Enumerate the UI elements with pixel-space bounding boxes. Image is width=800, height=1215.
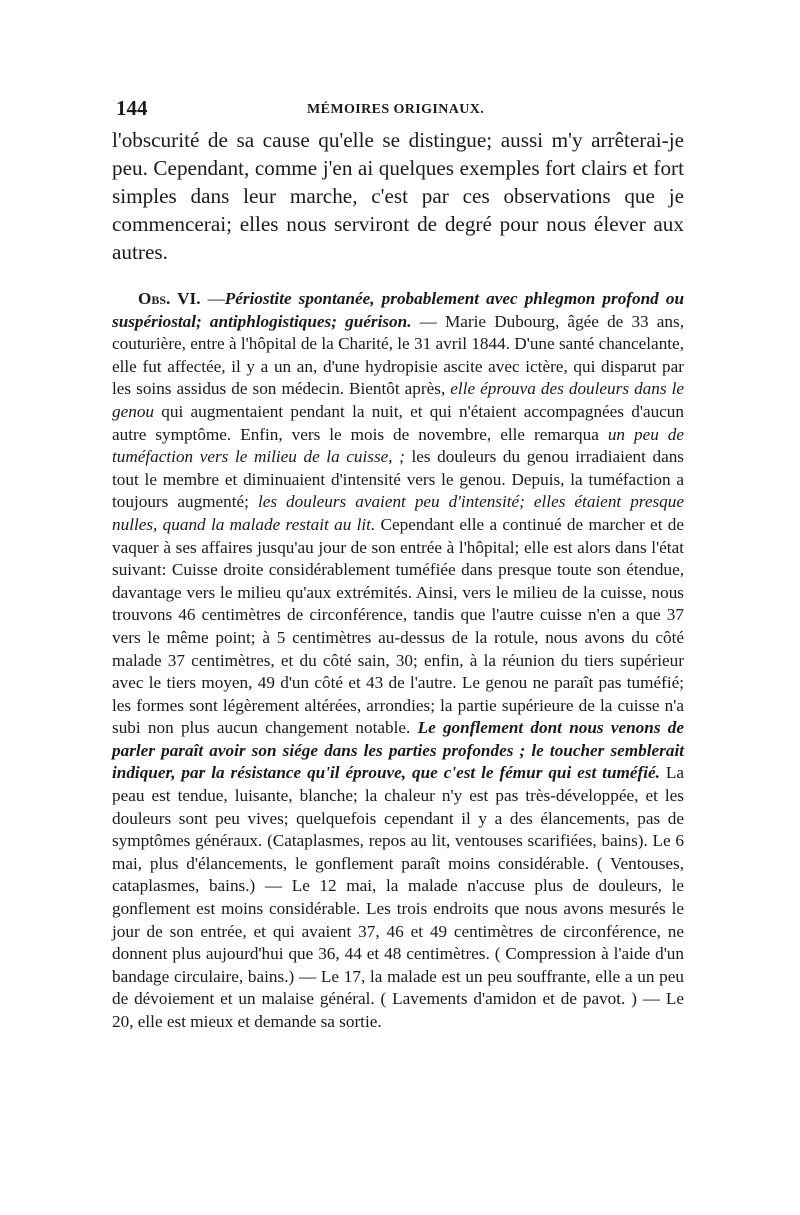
observation-text-1: — Marie Dubourg, âgée de 33 ans, couturière, entre à l'hôpital de la Charité, le 31 avril 1844. D'une santé chancelante, elle fut affectée, il y a un an, d'une hydropisie ascite avec ictère, qui disparut par les soins assidus de son médecin. Bientôt après, [112,311,684,399]
running-title: MÉMOIRES ORIGINAUX. [307,102,485,117]
observation-emphasis-1: elle éprouva des douleurs dans le genou [112,379,684,421]
observation-text-5: La peau est tendue, luisante, blanche; la chaleur n'y est pas très-développée, et les douleurs sont peu vives; quelquefois cependant il y a des élancements, pas de symptômes généraux. (Cataplasmes, repos au lit, ventouses scarifiées, bains). Le 6 mai, plus d'élancements, le gonflement paraît moins considérable. ( Ventouses, cataplasmes, bains.) — Le 12 mai, la malade n'accuse plus de douleurs, le gonflement est moins considérable. Les trois endroits que nous avons mesurés le jour de son entrée, et qui avaient 37, 46 et 49 centimètres de circonférence, ne donnent plus aujourd'hui que 36, 44 et 48 centimètres. ( Compression à l'aide d'un bandage circulaire, bains.) — Le 17, la malade est un peu souffrante, elle a un peu de dévoiement et un malaise général. ( Lavements d'amidon et de pavot. ) — Le 20, elle est mieux et demande sa sortie. [112,763,684,1031]
running-head [112,96,684,122]
observation-emphasis-3: les douleurs avaient peu d'intensité; elles étaient presque nulles, quand la malade restait au lit. [112,492,684,534]
page-number: 144 [116,96,148,120]
observation-label: Obs. VI. [138,289,201,308]
observation-paragraph [112,288,684,1034]
book-page [112,96,684,1034]
observation-emphasis-2: un peu de tuméfaction vers le milieu de la cuisse, ; [112,424,684,467]
observation-text-4: Cependant elle a continué de marcher et de vaquer à ses affaires jusqu'au jour de son entrée à l'hôpital; elle est alors dans l'état suivant: Cuisse droite considérablement tuméfiée dans presque toute son étendue, davantage vers le milieu qu'aux extrémités. Ainsi, vers le milieu de la cuisse, nous trouvons 46 centimètres de circonférence, tandis que l'autre cuisse n'en a que 37 vers le même point; à 5 centimètres au-dessus de la rotule, nous avons du côté malade 37 centimètres, et du côté sain, 30; enfin, à la réunion du tiers supérieur avec le tiers moyen, 49 d'un côté et 43 de l'autre. Le genou ne paraît pas tuméfié; les formes sont légèrement altérées, arrondies; la partie supérieure de la cuisse n'a subi non plus aucun changement notable. [112,514,684,738]
observation-text-3: les douleurs du genou irradiaient dans tout le membre et diminuaient d'intensité vers le genou. Depuis, la tuméfaction a toujours augmenté; [112,447,684,512]
observation-text-2: qui augmentaient pendant la nuit, et qui n'étaient accompagnées d'aucun autre symptôme. Enfin, vers le mois de novembre, elle remarqua [112,401,684,444]
observation-title: Périostite spontanée, probablement avec phlegmon profond ou suspériostal; antiphlogistiques; guérison. [112,289,685,331]
intro-paragraph: l'obscurité de sa cause qu'elle se distingue; aussi m'y arrêterai-je peu. Cependant, comme j'en ai quelques exemples fort clairs et fort simples dans leur marche, c'est par ces observations que je commencerai; elles nous serviront de degré pour nous élever aux autres. [112,128,684,264]
observation-dash: — [200,289,225,308]
observation-emphasis-4: Le gonflement dont nous venons de parler paraît avoir son siége dans les parties profondes ; le toucher semblerait indiquer, par la résistance qu'il éprouve, que c'est le fémur qui est tuméfié. [112,718,684,783]
